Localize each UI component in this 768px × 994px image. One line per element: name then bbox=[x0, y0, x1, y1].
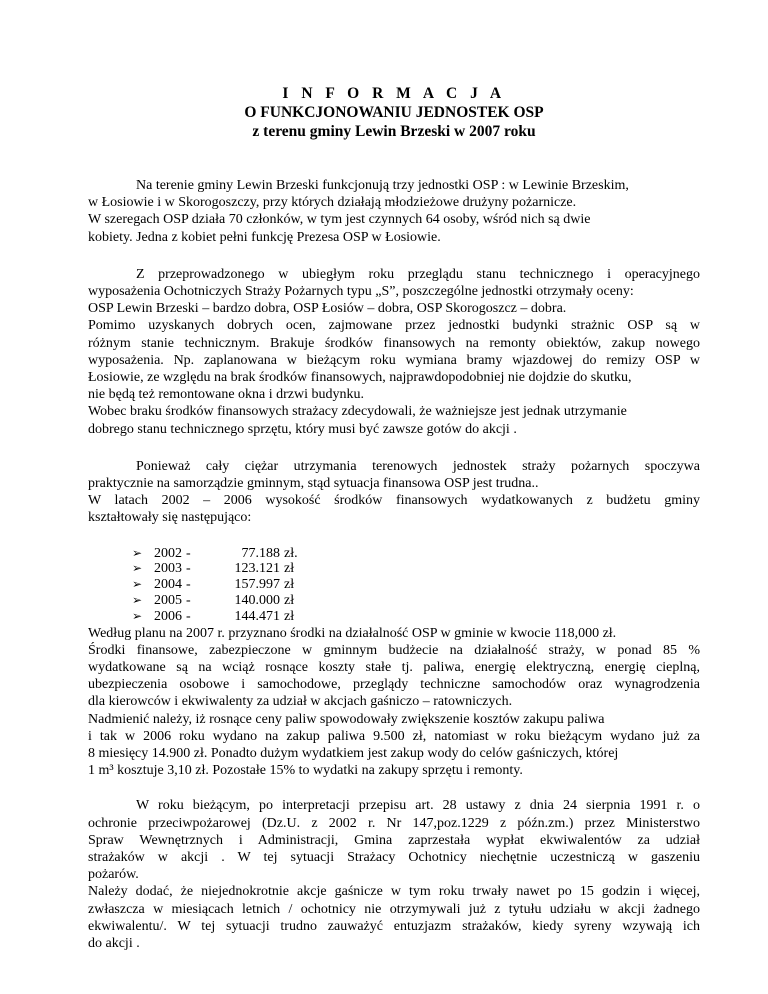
paragraph-1-line: w Łosiowie i w Skorogoszczy, przy których działają młodzieżowe drużyny pożarnicze. bbox=[88, 195, 577, 211]
paragraph-2-line: różnym stanie technicznym. Brakuje środków finansowych na remonty obiektów, zakup nowego bbox=[88, 335, 700, 351]
paragraph-3-line: Ponieważ cały ciężar utrzymania terenowych jednostek straży pożarnych spoczywa bbox=[136, 458, 700, 474]
paragraph-5-line: W roku bieżącym, po interpretacji przepisu art. 28 ustawy z dnia 24 sierpnia 1991 r. o bbox=[136, 798, 700, 814]
paragraph-3-line: W latach 2002 – 2006 wysokość środków finansowych wydatkowanych z budżetu gminy bbox=[88, 493, 700, 509]
paragraph-4-line: Nadmienić należy, iż rosnące ceny paliw spowodowały zwiększenie kosztów zakupu paliwa bbox=[88, 711, 605, 727]
paragraph-1-line: Na terenie gminy Lewin Brzeski funkcjonują trzy jednostki OSP : w Lewinie Brzeskim, bbox=[136, 178, 629, 193]
arrowhead-bullet-icon: ➢ bbox=[132, 593, 143, 608]
expense-unit: zł. bbox=[284, 545, 298, 561]
title-line-2: O FUNKCJONOWANIU JEDNOSTEK OSP bbox=[244, 104, 544, 121]
expense-dash: - bbox=[186, 577, 191, 593]
expense-amount: 140.000 bbox=[234, 593, 280, 609]
paragraph-4-line: Środki finansowe, zabezpieczone w gminnym budżecie na działalność straży, w ponad 85 % bbox=[88, 642, 700, 658]
expense-year: 2003 bbox=[154, 561, 182, 577]
paragraph-2-line: wyposażenia. Np. zaplanowana w bieżącym roku wymiana bramy wjazdowej do remizy OSP w bbox=[88, 352, 700, 368]
paragraph-3-line: praktycznie na samorządzie gminnym, stąd sytuacja finansowa OSP jest trudna.. bbox=[88, 476, 539, 492]
expense-unit: zł bbox=[284, 593, 295, 609]
paragraph-5-line: pożarów. bbox=[88, 867, 139, 883]
arrowhead-bullet-icon: ➢ bbox=[132, 577, 143, 592]
expenses-list bbox=[88, 546, 700, 625]
paragraph-1-line: kobiety. Jedna z kobiet pełni funkcję Prezesa OSP w Łosiowie. bbox=[88, 229, 441, 245]
expense-dash: - bbox=[186, 545, 191, 561]
expense-dash: - bbox=[186, 561, 191, 577]
paragraph-5-line: do akcji . bbox=[88, 936, 140, 952]
paragraph-5-line: strażaków w akcji . W tej sytuacji Strażacy Ochotnicy niechętnie uczestniczą w gaszeniu bbox=[88, 850, 700, 866]
paragraph-4-line: i tak w 2006 roku wydano na zakup paliwa 9.500 zł, natomiast w roku bieżącym wydano już za bbox=[88, 728, 700, 744]
list-item bbox=[132, 577, 700, 593]
paragraph-2-line: nie będą też remontowane okna i drzwi budynku. bbox=[88, 387, 365, 403]
list-item bbox=[132, 546, 700, 562]
expense-amount: 157.997 bbox=[234, 577, 280, 593]
list-item bbox=[132, 609, 700, 625]
paragraph-5-line: ekwiwalentu/. W tej sytuacji trudno zauważyć entuzjazm strażaków, kiedy syreny wzywają ich bbox=[88, 918, 700, 934]
expense-year: 2002 bbox=[154, 545, 182, 561]
expense-amount: 123.121 bbox=[234, 561, 280, 577]
paragraph-5-line: ochronie przeciwpożarowej (Dz.U. z 2002 r. Nr 147,poz.1229 z późn.zm.) przez Ministerstwo bbox=[88, 815, 700, 831]
expense-dash: - bbox=[186, 593, 191, 609]
expense-unit: zł bbox=[284, 577, 295, 593]
expense-unit: zł bbox=[284, 608, 295, 624]
expense-dash: - bbox=[186, 608, 191, 624]
paragraph-3-line: kształtowały się następująco: bbox=[88, 510, 252, 526]
paragraph-4-line: 8 miesięcy 14.900 zł. Ponadto dużym wydatkiem jest zakup wody do celów gaśniczych, której bbox=[88, 746, 619, 762]
paragraph-4-line: 1 m³ kosztuje 3,10 zł. Pozostałe 15% to wydatki na zakupy sprzętu i remonty. bbox=[88, 763, 523, 779]
expense-year: 2004 bbox=[154, 577, 182, 593]
paragraph-2 bbox=[88, 266, 700, 438]
paragraph-2-line: Łosiowie, ze względu na brak środków finansowych, najprawdopodobniej nie dojdzie do skutku, bbox=[88, 370, 632, 386]
list-item bbox=[132, 593, 700, 609]
paragraph-2-line: dobrego stanu technicznego sprzętu, który musi być zawsze gotów do akcji . bbox=[88, 421, 517, 437]
list-item bbox=[132, 561, 700, 577]
paragraph-5-line: zwłaszcza w miesiącach letnich / ochotnicy nie otrzymywali już z tytułu udziału w akcji żadnego bbox=[88, 901, 700, 917]
paragraph-4-line: ubezpieczenia osobowe i samochodowe, przeglądy techniczne samochodów oraz wynagrodzenia bbox=[88, 677, 700, 693]
expense-amount: 144.471 bbox=[234, 608, 280, 624]
paragraph-2-line: wyposażenia Ochotniczych Straży Pożarnych typu „S”, poszczególne jednostki otrzymały oceny: bbox=[88, 284, 634, 300]
title-line-1: I N F O R M A C J A bbox=[282, 85, 506, 102]
paragraph-4 bbox=[88, 625, 700, 780]
paragraph-2-line: Wobec braku środków finansowych strażacy zdecydowali, że ważniejsze jest jednak utrzymanie bbox=[88, 404, 627, 420]
paragraph-4-line: wydatkowane są na wciąż rosnące koszty stałe tj. paliwa, energię elektryczną, energię cieplną, bbox=[88, 660, 700, 676]
paragraph-4-line: Według planu na 2007 r. przyznano środki na działalność OSP w gminie w kwocie 118,000 zł. bbox=[88, 625, 617, 641]
paragraph-5 bbox=[88, 797, 700, 952]
paragraph-1-line: W szeregach OSP działa 70 członków, w tym jest czynnych 64 osoby, wśród nich są dwie bbox=[88, 212, 591, 228]
arrowhead-bullet-icon: ➢ bbox=[132, 561, 143, 576]
paragraph-1 bbox=[88, 177, 700, 246]
expense-year: 2005 bbox=[154, 593, 182, 609]
expense-unit: zł bbox=[284, 561, 295, 577]
paragraph-5-line: Należy dodać, że niejednokrotnie akcje gaśnicze w tym roku trwały nawet po 15 godzin i więcej, bbox=[88, 884, 700, 900]
expense-amount: 77.188 bbox=[241, 545, 280, 561]
document-page bbox=[88, 84, 700, 952]
paragraph-2-line: OSP Lewin Brzeski – bardzo dobra, OSP Łosiów – dobra, OSP Skorogoszcz – dobra. bbox=[88, 301, 567, 317]
expense-year: 2006 bbox=[154, 608, 182, 624]
paragraph-5-line: Spraw Wewnętrznych i Administracji, Gmina zaprzestała wypłat ekwiwalentów za udział bbox=[88, 832, 700, 848]
paragraph-3 bbox=[88, 458, 700, 527]
paragraph-4-line: dla kierowców i ekwiwalenty za udział w akcjach gaśniczo – ratowniczych. bbox=[88, 694, 513, 710]
paragraph-2-line: Z przeprowadzonego w ubiegłym roku przeglądu stanu technicznego i operacyjnego bbox=[136, 266, 700, 282]
paragraph-2-line: Pomimo uzyskanych dobrych ocen, zajmowane przez jednostki budynki strażnic OSP są w bbox=[88, 318, 700, 334]
arrowhead-bullet-icon: ➢ bbox=[132, 608, 143, 623]
arrowhead-bullet-icon: ➢ bbox=[132, 545, 143, 560]
title-line-3: z terenu gminy Lewin Brzeski w 2007 roku bbox=[252, 123, 536, 140]
